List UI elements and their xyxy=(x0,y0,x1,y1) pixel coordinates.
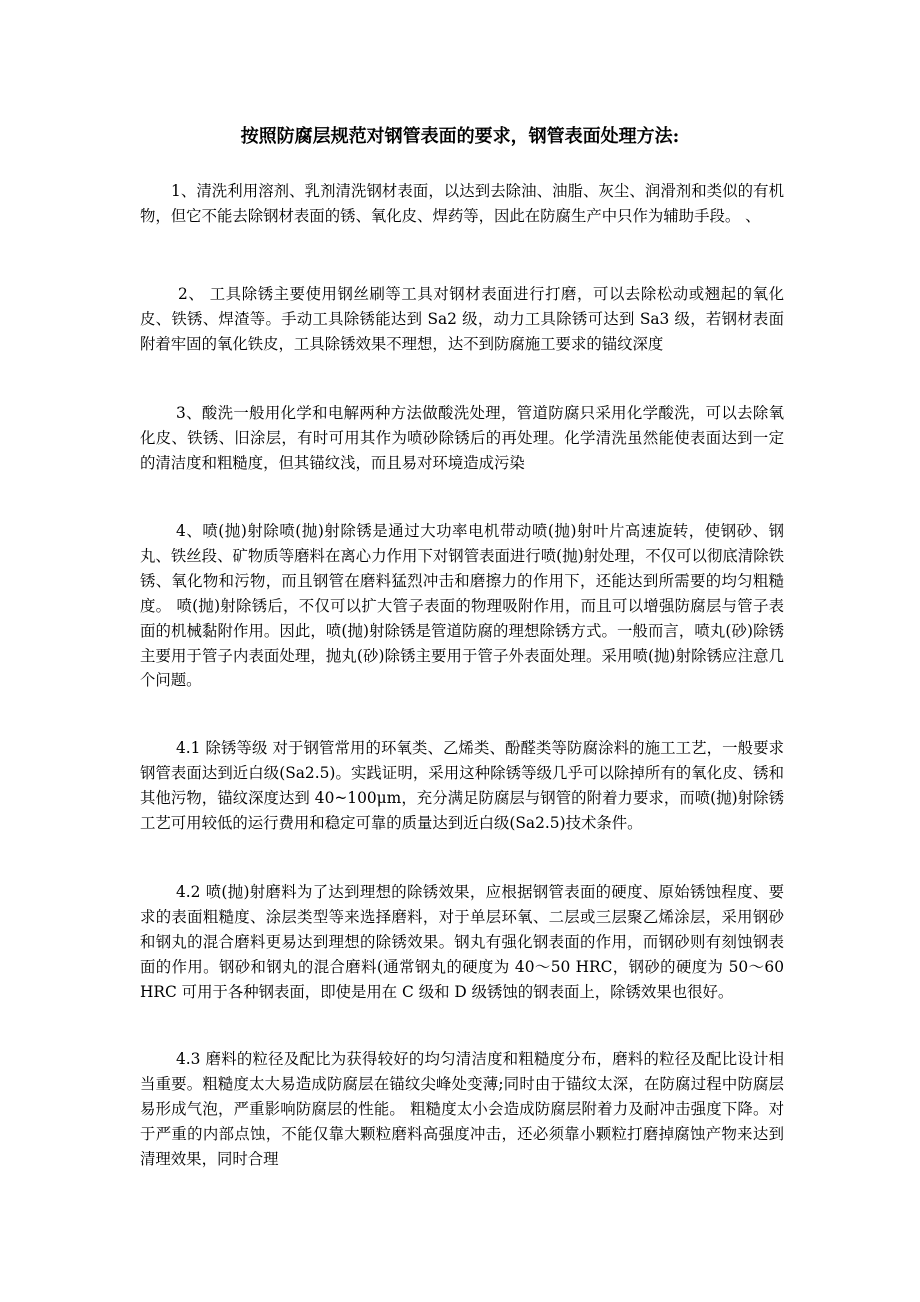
paragraph-derusting-grade: 4.1 除锈等级 对于钢管常用的环氧类、乙烯类、酚醛类等防腐涂料的施工工艺，一般要求钢管表面达到近白级(Sa2.5)。实践证明，采用这种除锈等级几乎可以除掉所有的氧化皮、锈和其他污物，锚纹深度达到 40~100μm，充分满足防腐层与钢管的附着力要求，而喷(抛)射除锈工艺可用较低的运行费用和稳定可靠的质量达到近白级(Sa2.5)技术条件。 xyxy=(140,739,784,832)
paragraph-cleaning: 1、清洗利用溶剂、乳剂清洗钢材表面，以达到去除油、油脂、灰尘、润滑剂和类似的有机物，但它不能去除钢材表面的锈、氧化皮、焊药等，因此在防腐生产中只作为辅助手段。 、 xyxy=(140,182,784,225)
document-title: 按照防腐层规范对钢管表面的要求，钢管表面处理方法: xyxy=(240,126,680,147)
paragraph-abrasive: 4.2 喷(抛)射磨料为了达到理想的除锈效果，应根据钢管表面的硬度、原始锈蚀程度、要求的表面粗糙度、涂层类型等来选择磨料，对于单层环氧、二层或三层聚乙烯涂层，采用钢砂和钢丸的混合磨料更易达到理想的除锈效果。钢丸有强化钢表面的作用，而钢砂则有刻蚀钢表面的作用。钢砂和钢丸的混合磨料(通常钢丸的硬度为 40～50 HRC，钢砂的硬度为 50～60 HRC 可用于各种钢表面，即使是用在 C 级和 D 级锈蚀的钢表面上，除锈效果也很好。 xyxy=(140,883,784,1001)
paragraph-tool-derusting: 2、 工具除锈主要使用钢丝刷等工具对钢材表面进行打磨，可以去除松动或翘起的氧化皮、铁锈、焊渣等。手动工具除锈能达到 Sa2 级，动力工具除锈可达到 Sa3 级，若钢材表面附着牢固的氧化铁皮，工具除锈效果不理想，达不到防腐施工要求的锚纹深度 xyxy=(140,285,784,353)
paragraph-blasting: 4、喷(抛)射除喷(抛)射除锈是通过大功率电机带动喷(抛)射叶片高速旋转，使钢砂、钢丸、铁丝段、矿物质等磨料在离心力作用下对钢管表面进行喷(抛)射处理，不仅可以彻底清除铁锈、氧化物和污物，而且钢管在磨料猛烈冲击和磨擦力的作用下，还能达到所需要的均匀粗糙度。 喷(抛)射除锈后，不仅可以扩大管子表面的物理吸附作用，而且可以增强防腐层与管子表面的机械黏附作用。因此，喷(抛)射除锈是管道防腐的理想除锈方式。一般而言，喷丸(砂)除锈主要用于管子内表面处理，抛丸(砂)除锈主要用于管子外表面处理。采用喷(抛)射除锈应注意几个问题。 xyxy=(140,522,784,690)
paragraph-particle-size: 4.3 磨料的粒径及配比为获得较好的均匀清洁度和粗糙度分布，磨料的粒径及配比设计相当重要。粗糙度太大易造成防腐层在锚纹尖峰处变薄;同时由于锚纹太深，在防腐过程中防腐层易形成气泡，严重影响防腐层的性能。 粗糙度太小会造成防腐层附着力及耐冲击强度下降。对于严重的内部点蚀，不能仅靠大颗粒磨料高强度冲击，还必须靠小颗粒打磨掉腐蚀产物来达到清理效果，同时合理 xyxy=(140,1050,784,1168)
paragraph-pickling: 3、酸洗一般用化学和电解两种方法做酸洗处理，管道防腐只采用化学酸洗，可以去除氧化皮、铁锈、旧涂层，有时可用其作为喷砂除锈后的再处理。化学清洗虽然能使表面达到一定的清洁度和粗糙度，但其锚纹浅，而且易对环境造成污染 xyxy=(140,404,784,472)
